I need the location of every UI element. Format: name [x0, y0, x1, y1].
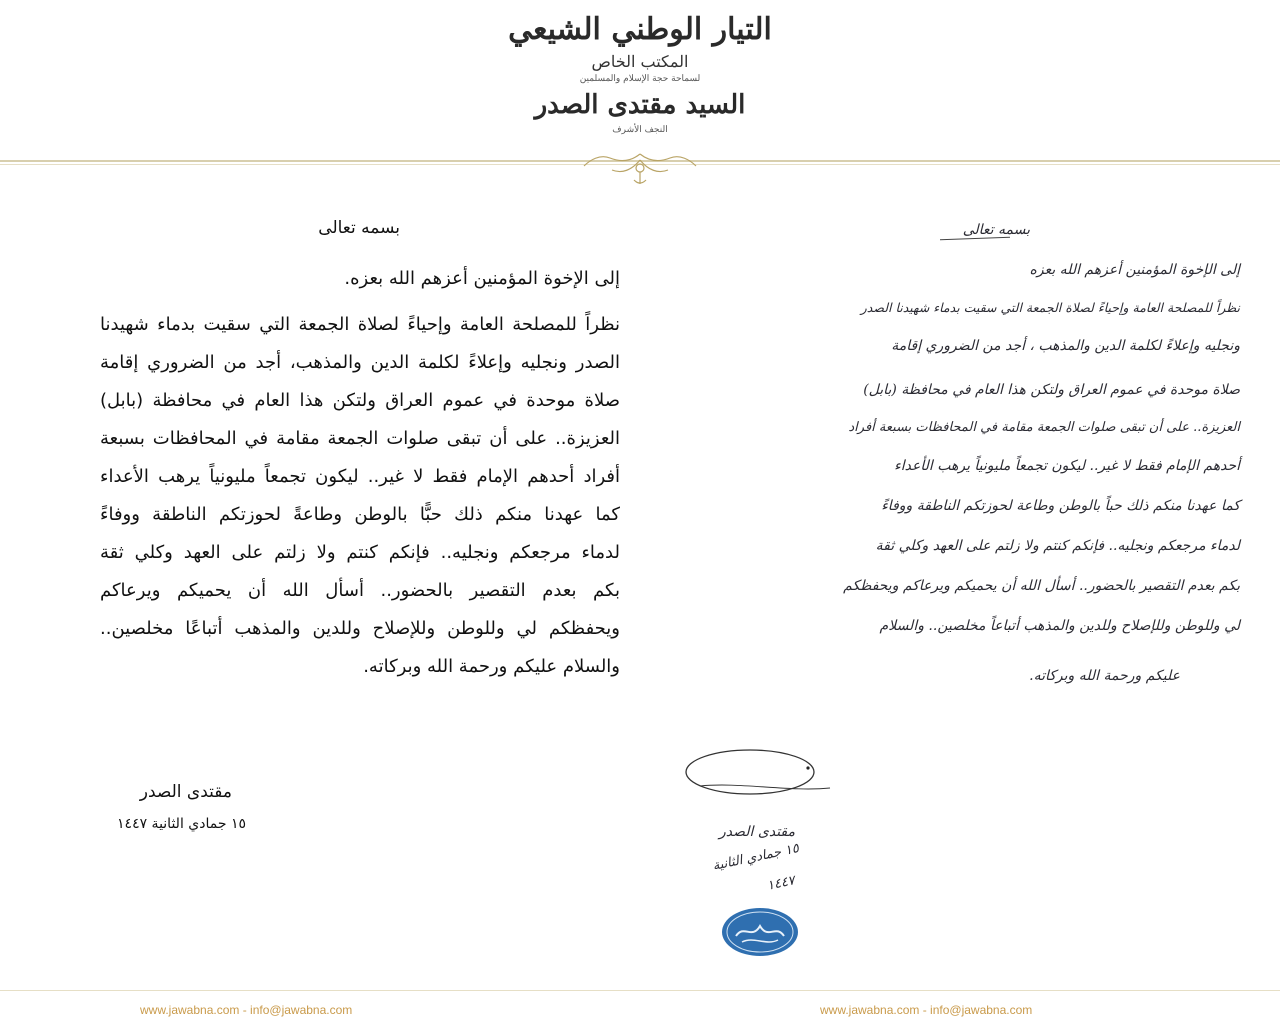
office-name: المكتب الخاص [591, 52, 689, 71]
typed-date: ١٥ جمادي الثانية ١٤٤٧ [117, 816, 246, 832]
handwritten-line: العزيزة.. على أن تبقى صلوات الجمعة مقامة في المحافظات بسبعة أفراد [848, 420, 1240, 435]
handwritten-flourish [940, 237, 1010, 240]
letterhead-text [440, 8, 840, 136]
handwritten-line: لدماء مرجعكم ونجليه.. فإنكم كنتم ولا زلتم على العهد وكلي ثقة [875, 538, 1240, 554]
typed-line: كما عهدنا منكم ذلك حبًّا بالوطن وطاعةً لحوزتكم الناطقة ووفاءً [100, 504, 620, 525]
person-name: السيد مقتدى الصدر [534, 90, 746, 120]
handwritten-line: صلاة موحدة في عموم العراق ولتكن هذا العام في محافظة (بابل) [863, 382, 1240, 398]
handwritten-line: ونجليه وإعلاءً لكلمة الدين والمذهب ، أجد من الضروري إقامة [891, 338, 1240, 354]
typed-line: والسلام عليكم ورحمة الله وبركاته. [363, 656, 620, 677]
typed-line: العزيزة.. على أن تبقى صلوات الجمعة مقامة في المحافظات بسبعة [100, 428, 620, 449]
handwritten-line: بكم بعدم التقصير بالحضور.. أسأل الله أن يحميكم ويرعاكم ويحفظكم [843, 578, 1240, 594]
typed-body [100, 306, 620, 686]
typed-line: الصدر ونجليه وإعلاءً لكلمة الدين والمذهب، أجد من الضروري إقامة [100, 352, 620, 373]
office-subtitle: لسماحة حجة الإسلام والمسلمين [579, 74, 701, 84]
typed-signature: مقتدى الصدر [139, 782, 232, 802]
city-name: النجف الأشرف [612, 125, 668, 135]
signature-scribble-icon [680, 742, 880, 822]
typed-line: لدماء مرجعكم ونجليه.. فإنكم كنتم ولا زلتم على العهد وكلي ثقة [100, 542, 620, 563]
handwritten-line: إلى الإخوة المؤمنين أعزهم الله بعزه [1029, 262, 1240, 278]
handwritten-line: أحدهم الإمام فقط لا غير.. ليكون تجمعاً مليونياً يرهب الأعداء [894, 458, 1240, 474]
handwritten-line: لي وللوطن وللإصلاح وللدين والمذهب أتباعاً مخلصين.. والسلام [879, 618, 1240, 634]
footer-contact-left: www.jawabna.com - info@jawabna.com [140, 1003, 353, 1017]
typed-greeting: إلى الإخوة المؤمنين أعزهم الله بعزه. [344, 268, 620, 289]
handwritten-date-year: ١٤٤٧ [765, 873, 797, 894]
typed-basmala: بسمه تعالى [318, 218, 400, 238]
seal-icon [720, 906, 800, 958]
footer-contact-right: www.jawabna.com - info@jawabna.com [820, 1003, 1033, 1017]
typed-line: أفراد أحدهم الإمام فقط لا غير.. ليكون تجمعاً مليونياً يرهب الأعداء [100, 466, 620, 487]
handwritten-line: عليكم ورحمة الله وبركاته. [1029, 668, 1180, 684]
ornament-icon [560, 150, 720, 190]
typed-line: ويحفظكم لي وللوطن وللإصلاح وللدين والمذهب أتباعًا مخلصين.. [100, 618, 620, 639]
typed-line: بكم بعدم التقصير بالحضور.. أسأل الله أن يحميكم ويرعاكم [100, 580, 620, 601]
handwritten-date-day: ١٥ جمادي الثانية [711, 841, 801, 874]
letterhead [0, 0, 1280, 190]
org-name: التيار الوطني الشيعي [508, 12, 772, 47]
typed-line: نظراً للمصلحة العامة وإحياءً لصلاة الجمعة التي سقيت بدماء شهيدنا [100, 314, 620, 335]
handwritten-line: نظراً للمصلحة العامة وإحياءً لصلاة الجمعة التي سقيت بدماء شهيدنا الصدر [860, 300, 1240, 315]
handwritten-line: كما عهدنا منكم ذلك حباً بالوطن وطاعة لحوزتكم الناطقة ووفاءً [881, 498, 1240, 514]
handwritten-signature: مقتدى الصدر [719, 824, 795, 840]
handwritten-basmala: بسمه تعالى [962, 222, 1030, 238]
footer-divider [0, 990, 1280, 991]
typed-line: صلاة موحدة في عموم العراق ولتكن هذا العام في محافظة (بابل) [100, 390, 620, 411]
